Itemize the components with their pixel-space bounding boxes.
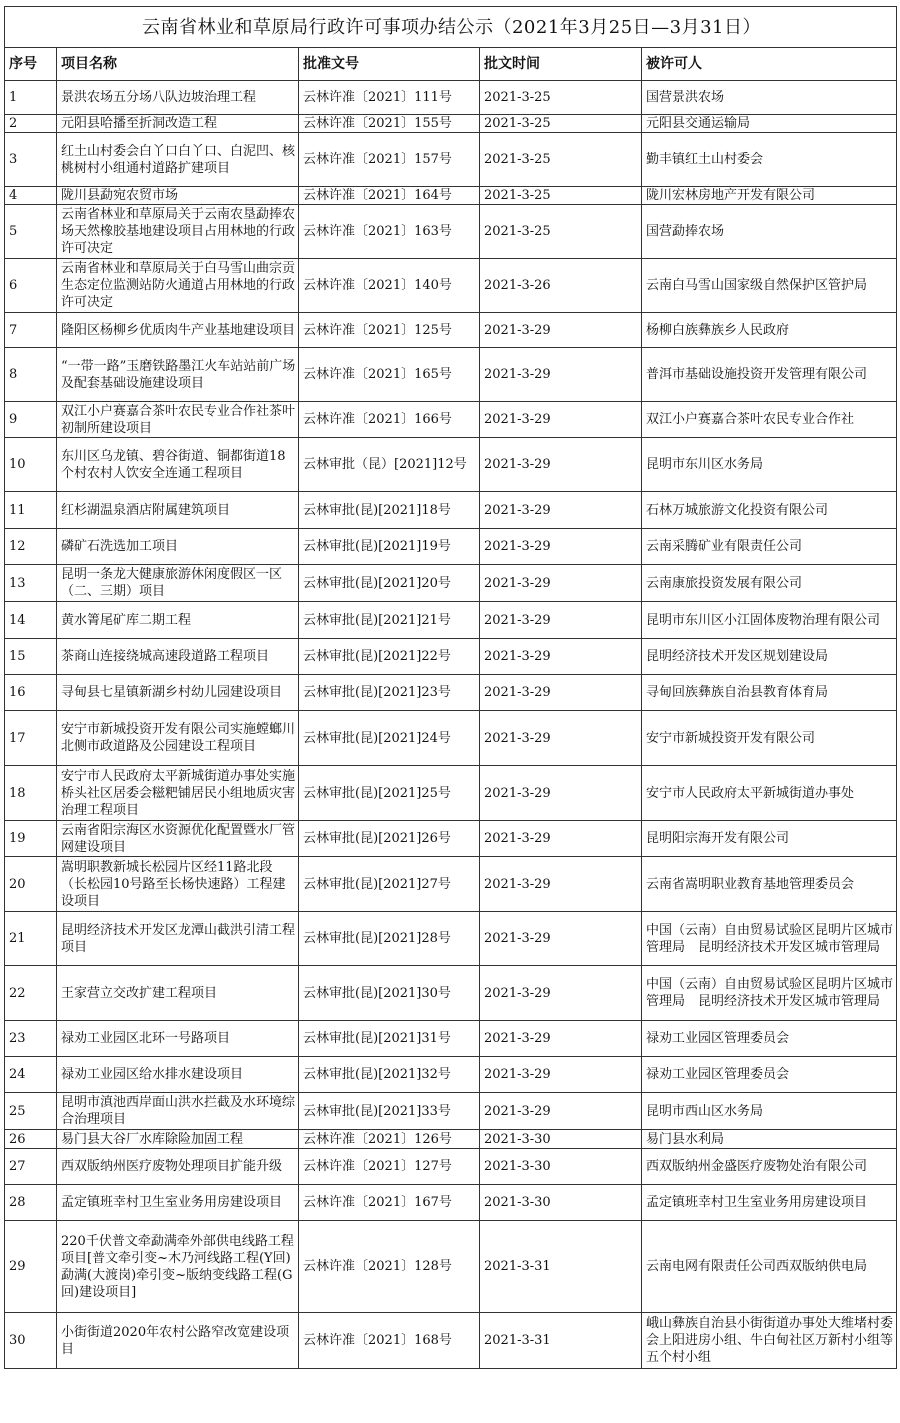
table-row: [5, 857, 897, 912]
row-project-name: 寻甸县七星镇新湖乡村幼儿园建设项目: [57, 675, 299, 711]
table-row: [5, 492, 897, 529]
row-index: 4: [5, 187, 57, 205]
row-project-name: 隆阳区杨柳乡优质肉牛产业基地建设项目: [57, 313, 299, 348]
row-licensee: 云南康旅投资发展有限公司: [642, 565, 897, 602]
row-licensee: 禄劝工业园区管理委员会: [642, 1021, 897, 1057]
row-licensee: 峨山彝族自治县小街街道办事处大维堵村委会上阳进房小组、牛白甸社区万新村小组等五个村小组: [642, 1313, 897, 1369]
row-licensee: 昆明市东川区小江固体废物治理有限公司: [642, 602, 897, 639]
row-approval-number: 云林审批(昆)[2021]33号: [299, 1093, 480, 1130]
row-approval-date: 2021-3-29: [480, 966, 642, 1021]
row-approval-number: 云林审批（昆）[2021]12号: [299, 438, 480, 492]
row-index: 16: [5, 675, 57, 711]
row-approval-date: 2021-3-29: [480, 529, 642, 565]
row-index: 14: [5, 602, 57, 639]
row-approval-date: 2021-3-30: [480, 1130, 642, 1149]
row-project-name: 红杉湖温泉酒店附属建筑项目: [57, 492, 299, 529]
table-row: [5, 675, 897, 711]
table-row: [5, 1130, 897, 1149]
table-row: [5, 259, 897, 313]
table-row: [5, 912, 897, 966]
row-index: 9: [5, 402, 57, 438]
row-project-name: 孟定镇班幸村卫生室业务用房建设项目: [57, 1185, 299, 1221]
row-approval-number: 云林审批(昆)[2021]28号: [299, 912, 480, 966]
row-licensee: 石林万城旅游文化投资有限公司: [642, 492, 897, 529]
row-approval-number: 云林许准〔2021〕126号: [299, 1130, 480, 1149]
row-index: 5: [5, 205, 57, 259]
row-approval-number: 云林许准〔2021〕163号: [299, 205, 480, 259]
row-approval-number: 云林审批(昆)[2021]26号: [299, 821, 480, 857]
row-index: 2: [5, 115, 57, 133]
row-project-name: 安宁市人民政府太平新城街道办事处实施桥头社区居委会糍粑铺居民小组地质灾害治理工程项目: [57, 766, 299, 821]
row-approval-number: 云林许准〔2021〕127号: [299, 1149, 480, 1185]
row-index: 30: [5, 1313, 57, 1369]
row-project-name: 易门县大谷厂水库除险加固工程: [57, 1130, 299, 1149]
row-licensee: 普洱市基础设施投资开发管理有限公司: [642, 348, 897, 402]
row-index: 27: [5, 1149, 57, 1185]
table-row: [5, 1149, 897, 1185]
row-project-name: 王家营立交改扩建工程项目: [57, 966, 299, 1021]
row-approval-number: 云林许准〔2021〕167号: [299, 1185, 480, 1221]
table-row: [5, 348, 897, 402]
row-approval-number: 云林审批(昆)[2021]21号: [299, 602, 480, 639]
table-row: [5, 1313, 897, 1369]
row-index: 11: [5, 492, 57, 529]
row-approval-number: 云林许准〔2021〕166号: [299, 402, 480, 438]
row-approval-date: 2021-3-29: [480, 1021, 642, 1057]
row-project-name: 昆明经济技术开发区龙潭山截洪引清工程项目: [57, 912, 299, 966]
row-approval-date: 2021-3-31: [480, 1313, 642, 1369]
table-row: [5, 565, 897, 602]
row-approval-number: 云林审批(昆)[2021]32号: [299, 1057, 480, 1093]
row-approval-number: 云林许准〔2021〕157号: [299, 133, 480, 187]
table-row: [5, 205, 897, 259]
row-approval-date: 2021-3-25: [480, 115, 642, 133]
table-row: [5, 1021, 897, 1057]
row-project-name: 东川区乌龙镇、碧谷街道、铜都街道18个村农村人饮安全连通工程项目: [57, 438, 299, 492]
row-index: 18: [5, 766, 57, 821]
row-index: 21: [5, 912, 57, 966]
row-licensee: 中国（云南）自由贸易试验区昆明片区城市管理局 昆明经济技术开发区城市管理局: [642, 912, 897, 966]
row-licensee: 元阳县交通运输局: [642, 115, 897, 133]
row-index: 15: [5, 639, 57, 675]
title-row: [5, 7, 897, 48]
row-licensee: 西双版纳州金盛医疗废物处治有限公司: [642, 1149, 897, 1185]
row-project-name: 220千伏普文牵勐满牵外部供电线路工程项目[普文牵引变~木乃河线路工程(Y回)勐满(大渡岗)牵引变~版纳变线路工程(G回)建设项目]: [57, 1221, 299, 1313]
row-approval-date: 2021-3-29: [480, 602, 642, 639]
row-project-name: 黄水箐尾矿库二期工程: [57, 602, 299, 639]
row-index: 1: [5, 81, 57, 115]
row-project-name: 昆明一条龙大健康旅游休闲度假区一区（二、三期）项目: [57, 565, 299, 602]
row-licensee: 国营景洪农场: [642, 81, 897, 115]
header-approval-number: 批准文号: [299, 48, 480, 81]
row-licensee: 安宁市人民政府太平新城街道办事处: [642, 766, 897, 821]
row-licensee: 安宁市新城投资开发有限公司: [642, 711, 897, 766]
row-approval-number: 云林审批(昆)[2021]31号: [299, 1021, 480, 1057]
row-approval-date: 2021-3-31: [480, 1221, 642, 1313]
row-licensee: 禄劝工业园区管理委员会: [642, 1057, 897, 1093]
row-approval-number: 云林审批(昆)[2021]30号: [299, 966, 480, 1021]
row-index: 17: [5, 711, 57, 766]
row-project-name: 昆明市滇池西岸面山洪水拦截及水环境综合治理项目: [57, 1093, 299, 1130]
row-approval-date: 2021-3-25: [480, 133, 642, 187]
row-approval-number: 云林许准〔2021〕125号: [299, 313, 480, 348]
approval-table: [4, 6, 897, 1369]
row-index: 8: [5, 348, 57, 402]
header-licensee: 被许可人: [642, 48, 897, 81]
row-index: 26: [5, 1130, 57, 1149]
row-project-name: 小街街道2020年农村公路窄改宽建设项目: [57, 1313, 299, 1369]
row-approval-date: 2021-3-25: [480, 187, 642, 205]
row-index: 22: [5, 966, 57, 1021]
row-approval-number: 云林审批(昆)[2021]25号: [299, 766, 480, 821]
row-licensee: 昆明市东川区水务局: [642, 438, 897, 492]
row-index: 23: [5, 1021, 57, 1057]
row-approval-number: 云林许准〔2021〕165号: [299, 348, 480, 402]
header-project-name: 项目名称: [57, 48, 299, 81]
row-approval-date: 2021-3-29: [480, 1093, 642, 1130]
row-approval-date: 2021-3-30: [480, 1149, 642, 1185]
row-licensee: 易门县水利局: [642, 1130, 897, 1149]
row-approval-date: 2021-3-29: [480, 565, 642, 602]
row-index: 6: [5, 259, 57, 313]
row-project-name: “一带一路”玉磨铁路墨江火车站站前广场及配套基础设施建设项目: [57, 348, 299, 402]
table-row: [5, 966, 897, 1021]
row-project-name: 云南省林业和草原局关于白马雪山曲宗贡生态定位监测站防火通道占用林地的行政许可决定: [57, 259, 299, 313]
row-licensee: 陇川宏林房地产开发有限公司: [642, 187, 897, 205]
row-index: 3: [5, 133, 57, 187]
row-approval-number: 云林审批(昆)[2021]18号: [299, 492, 480, 529]
row-approval-number: 云林许准〔2021〕111号: [299, 81, 480, 115]
table-row: [5, 1093, 897, 1130]
row-licensee: 云南白马雪山国家级自然保护区管护局: [642, 259, 897, 313]
row-licensee: 国营勐捧农场: [642, 205, 897, 259]
row-licensee: 孟定镇班幸村卫生室业务用房建设项目: [642, 1185, 897, 1221]
row-approval-date: 2021-3-25: [480, 81, 642, 115]
row-approval-number: 云林许准〔2021〕128号: [299, 1221, 480, 1313]
row-approval-date: 2021-3-29: [480, 492, 642, 529]
row-licensee: 勤丰镇红土山村委会: [642, 133, 897, 187]
row-approval-date: 2021-3-29: [480, 766, 642, 821]
row-index: 13: [5, 565, 57, 602]
row-project-name: 景洪农场五分场八队边坡治理工程: [57, 81, 299, 115]
row-project-name: 红土山村委会白丫口白丫口、白泥凹、核桃树村小组通村道路扩建项目: [57, 133, 299, 187]
table-row: [5, 1057, 897, 1093]
row-index: 28: [5, 1185, 57, 1221]
table-row: [5, 529, 897, 565]
header-row: [5, 48, 897, 81]
row-approval-number: 云林审批(昆)[2021]20号: [299, 565, 480, 602]
row-project-name: 禄劝工业园区北环一号路项目: [57, 1021, 299, 1057]
row-approval-date: 2021-3-29: [480, 438, 642, 492]
row-index: 19: [5, 821, 57, 857]
table-row: [5, 133, 897, 187]
table-row: [5, 639, 897, 675]
row-index: 25: [5, 1093, 57, 1130]
row-licensee: 云南采腾矿业有限责任公司: [642, 529, 897, 565]
table-row: [5, 438, 897, 492]
row-approval-date: 2021-3-29: [480, 912, 642, 966]
row-approval-number: 云林审批(昆)[2021]22号: [299, 639, 480, 675]
row-project-name: 安宁市新城投资开发有限公司实施螳螂川北侧市政道路及公园建设工程项目: [57, 711, 299, 766]
row-licensee: 昆明阳宗海开发有限公司: [642, 821, 897, 857]
row-project-name: 禄劝工业园区给水排水建设项目: [57, 1057, 299, 1093]
table-row: [5, 1185, 897, 1221]
row-licensee: 昆明市西山区水务局: [642, 1093, 897, 1130]
row-index: 7: [5, 313, 57, 348]
row-project-name: 茶商山连接绕城高速段道路工程项目: [57, 639, 299, 675]
table-row: [5, 711, 897, 766]
row-approval-date: 2021-3-29: [480, 402, 642, 438]
row-approval-date: 2021-3-29: [480, 821, 642, 857]
row-project-name: 陇川县勐宛农贸市场: [57, 187, 299, 205]
row-index: 10: [5, 438, 57, 492]
row-approval-number: 云林审批(昆)[2021]19号: [299, 529, 480, 565]
notice-document: [4, 6, 896, 1369]
row-index: 29: [5, 1221, 57, 1313]
row-approval-number: 云林许准〔2021〕155号: [299, 115, 480, 133]
row-licensee: 杨柳白族彝族乡人民政府: [642, 313, 897, 348]
row-approval-date: 2021-3-29: [480, 348, 642, 402]
row-approval-number: 云林许准〔2021〕168号: [299, 1313, 480, 1369]
row-index: 12: [5, 529, 57, 565]
row-index: 20: [5, 857, 57, 912]
table-row: [5, 313, 897, 348]
table-row: [5, 602, 897, 639]
row-approval-date: 2021-3-29: [480, 313, 642, 348]
table-row: [5, 187, 897, 205]
header-index: 序号: [5, 48, 57, 81]
table-row: [5, 81, 897, 115]
document-title: 云南省林业和草原局行政许可事项办结公示（2021年3月25日—3月31日）: [5, 7, 897, 48]
table-row: [5, 1221, 897, 1313]
row-project-name: 嵩明职教新城长松园片区经11路北段（长松园10号路至长杨快速路）工程建设项目: [57, 857, 299, 912]
table-row: [5, 402, 897, 438]
row-project-name: 云南省阳宗海区水资源优化配置暨水厂管网建设项目: [57, 821, 299, 857]
row-licensee: 昆明经济技术开发区规划建设局: [642, 639, 897, 675]
row-licensee: 云南电网有限责任公司西双版纳供电局: [642, 1221, 897, 1313]
row-approval-date: 2021-3-29: [480, 675, 642, 711]
row-approval-number: 云林审批(昆)[2021]23号: [299, 675, 480, 711]
header-approval-date: 批文时间: [480, 48, 642, 81]
table-row: [5, 115, 897, 133]
row-licensee: 双江小户赛嘉合茶叶农民专业合作社: [642, 402, 897, 438]
row-project-name: 磷矿石洗选加工项目: [57, 529, 299, 565]
row-project-name: 云南省林业和草原局关于云南农垦勐捧农场天然橡胶基地建设项目占用林地的行政许可决定: [57, 205, 299, 259]
row-approval-date: 2021-3-29: [480, 639, 642, 675]
row-approval-date: 2021-3-29: [480, 1057, 642, 1093]
row-licensee: 云南省嵩明职业教育基地管理委员会: [642, 857, 897, 912]
row-approval-number: 云林许准〔2021〕164号: [299, 187, 480, 205]
row-approval-date: 2021-3-25: [480, 205, 642, 259]
row-project-name: 西双版纳州医疗废物处理项目扩能升级: [57, 1149, 299, 1185]
table-row: [5, 821, 897, 857]
row-approval-date: 2021-3-26: [480, 259, 642, 313]
row-approval-number: 云林审批(昆)[2021]27号: [299, 857, 480, 912]
row-approval-number: 云林审批(昆)[2021]24号: [299, 711, 480, 766]
row-index: 24: [5, 1057, 57, 1093]
row-project-name: 双江小户赛嘉合茶叶农民专业合作社茶叶初制所建设项目: [57, 402, 299, 438]
row-approval-date: 2021-3-30: [480, 1185, 642, 1221]
row-licensee: 寻甸回族彝族自治县教育体育局: [642, 675, 897, 711]
row-approval-date: 2021-3-29: [480, 857, 642, 912]
row-approval-number: 云林许准〔2021〕140号: [299, 259, 480, 313]
table-row: [5, 766, 897, 821]
row-licensee: 中国（云南）自由贸易试验区昆明片区城市管理局 昆明经济技术开发区城市管理局: [642, 966, 897, 1021]
row-approval-date: 2021-3-29: [480, 711, 642, 766]
row-project-name: 元阳县哈播至折洞改造工程: [57, 115, 299, 133]
